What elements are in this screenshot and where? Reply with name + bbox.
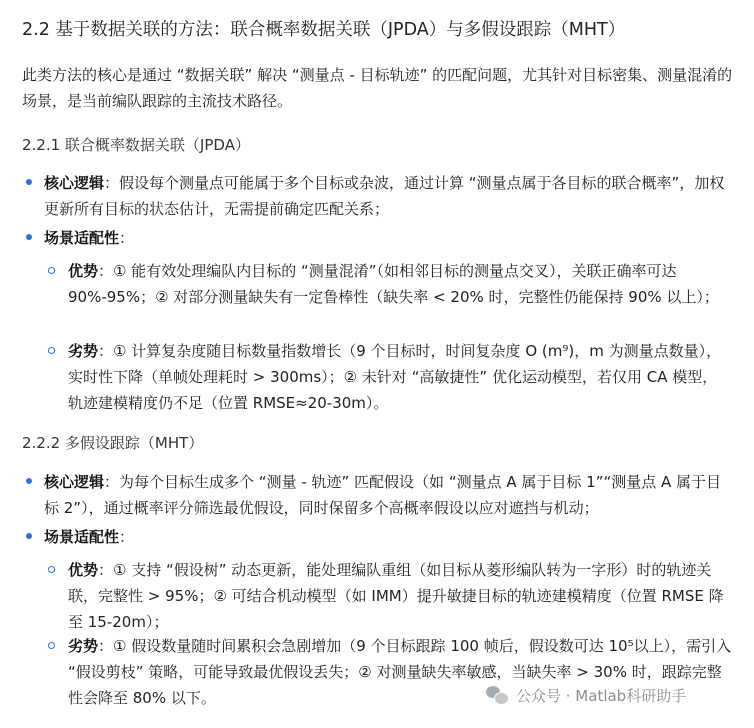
jpda-heading: 2.2.1 联合概率数据关联（JPDA） [22,136,250,154]
mht-logic-item [26,469,730,521]
jpda-logic-label: 核心逻辑 [44,174,105,192]
account-watermark [486,680,686,710]
jpda-scene-colon: ： [119,229,135,247]
jpda-scene-item [26,225,730,251]
jpda-logic-item [26,170,730,222]
jpda-advantage-text: ：① 能有效处理编队内目标的 “测量混淆”（如相邻目标的测量点交叉），关联正确率可达 90%-95%；② 对部分测量缺失有一定鲁棒性（缺失率 < 20% 时，完整性仍能保持 90% 以上）； [68,262,719,306]
jpda-scene-label: 场景适配性 [44,229,120,247]
mht-logic-label: 核心逻辑 [44,473,105,491]
jpda-disadvantage-text: ：① 计算复杂度随目标数量指数增长（9 个目标时，时间复杂度 O (m⁹)，m 为测量点数量），实时性下降（单帧处理耗时 > 300ms）；② 未针对 “高敏捷性” 优化运动模型，若仅用 CA 模型，轨迹建模精度仍不足（位置 RMSE≈20-30m）。 [68,342,722,412]
mht-logic-text: ：为每个目标生成多个 “测量 - 轨迹” 匹配假设（如 “测量点 A 属于目标 1”“测量点 A 属于目标 2”），通过概率评分筛选最优假设，同时保留多个高概率假设以应对遮挡与机动； [44,473,722,517]
mht-disadvantage-text: ：① 假设数量随时间累积会急剧增加（9 个目标跟踪 100 帧后，假设数可达 10⁵以上），需引入 “假设剪枝” 策略，可能导致最优假设丢失；② 对测量缺失率敏感，当缺失率 > 30% 时，跟踪完整性会降至 80% 以下。 [68,637,732,707]
bullet-ring-icon [48,267,55,274]
jpda-disadvantage-item [48,338,732,416]
mht-scene-item [26,524,730,550]
bullet-dot-icon [26,478,32,484]
jpda-disadvantage-label: 劣势 [68,342,99,360]
bullet-dot-icon [26,234,32,240]
watermark-text: 公众号 · Matlab科研助手 [516,686,687,705]
mht-scene-label: 场景适配性 [44,528,120,546]
wechat-icon [486,684,508,706]
mht-disadvantage-label: 劣势 [68,637,99,655]
mht-advantage-text: ：① 支持 “假设树” 动态更新，能处理编队重组（如目标从菱形编队转为一字形）时的轨迹关联，完整性 > 95%；② 可结合机动模型（如 IMM）提升敏捷目标的轨迹建模精度（位置 RMSE 降至 15-20m）； [68,561,724,631]
mht-advantage-item [48,557,732,635]
jpda-advantage-item [48,258,732,310]
section-title: 2.2 基于数据关联的方法：联合概率数据关联（JPDA）与多假设跟踪（MHT） [22,20,626,40]
bullet-ring-icon [48,566,55,573]
mht-scene-colon: ： [119,528,135,546]
bullet-ring-icon [48,642,55,649]
bullet-ring-icon [48,347,55,354]
mht-heading: 2.2.2 多假设跟踪（MHT） [22,434,204,452]
bullet-dot-icon [26,179,32,185]
jpda-logic-text: ：假设每个测量点可能属于多个目标或杂波，通过计算 “测量点属于各目标的联合概率”，加权更新所有目标的状态估计，无需提前确定匹配关系； [44,174,725,218]
mht-advantage-label: 优势 [68,561,99,579]
jpda-advantage-label: 优势 [68,262,99,280]
bullet-dot-icon [26,533,32,539]
intro-paragraph: 此类方法的核心是通过 “数据关联” 解决 “测量点 - 目标轨迹” 的匹配问题，尤其针对目标密集、测量混淆的场景，是当前编队跟踪的主流技术路径。 [22,66,733,110]
